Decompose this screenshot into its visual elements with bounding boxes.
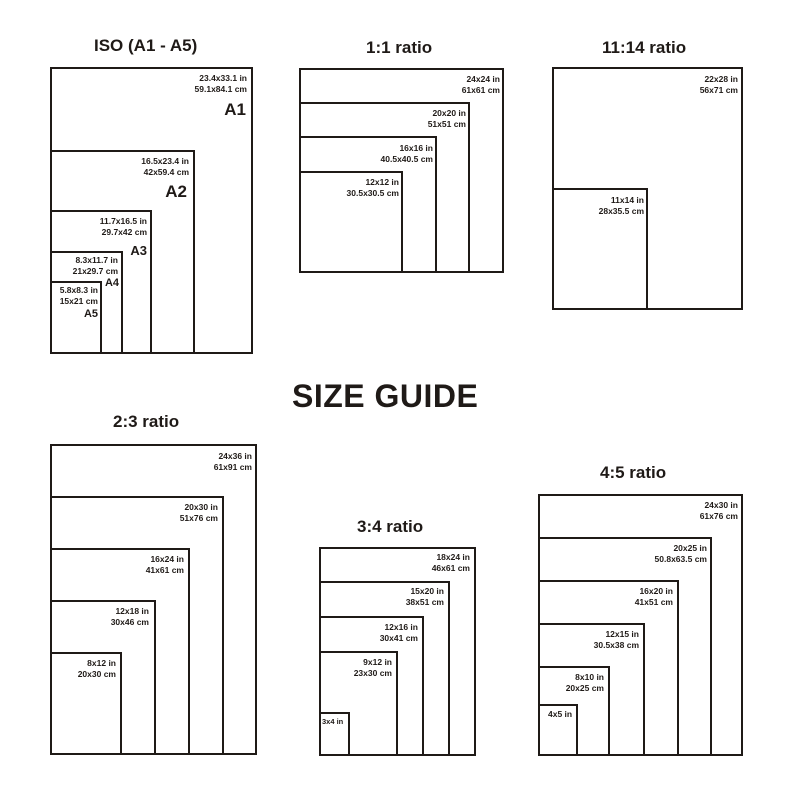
size-cm: 50.8x63.5 cm [654,553,707,564]
size-inches: 12x12 in [365,177,399,187]
size-label-3x4 [322,717,343,728]
size-label-a1 [195,73,247,94]
ratio-3-4-title: 3:4 ratio [357,517,424,536]
size-inches: 24x30 in [704,500,738,510]
size-label-11x14 [599,195,644,216]
size-cm: 20x30 cm [77,668,116,679]
size-label-18x24 [432,552,470,573]
ratio-11-14-title: 11:14 ratio [602,38,687,57]
size-label-16x16 [381,143,433,164]
size-label-16x20 [635,586,673,607]
size-name-a2: A2 [165,182,187,201]
size-cm: 30x46 cm [110,616,149,627]
size-inches: 23.4x33.1 in [199,73,247,83]
size-label-4x5 [548,709,572,720]
size-cm: 59.1x84.1 cm [194,83,247,94]
size-label-a3 [100,216,147,237]
size-cm: 20x25 cm [565,682,604,693]
size-inches: 16.5x23.4 in [141,156,189,166]
page-title: SIZE GUIDE [292,378,479,414]
size-inches: 11x14 in [610,195,644,205]
size-inches: 8x10 in [575,672,604,682]
size-cm: 29.7x42 cm [101,226,147,237]
size-cm: 30.5x38 cm [593,639,639,650]
size-inches: 24x36 in [218,451,252,461]
size-inches: 16x24 in [150,554,184,564]
size-inches: 9x12 in [363,657,392,667]
size-label-24x30 [700,500,738,521]
size-inches: 18x24 in [436,552,470,562]
size-cm: 21x29.7 cm [72,265,118,276]
size-label-9x12 [354,657,392,678]
size-label-a5 [60,285,98,306]
size-inches: 20x20 in [432,108,466,118]
size-cm: 61x61 cm [461,84,500,95]
size-inches: 24x24 in [466,74,500,84]
size-label-20x20 [428,108,466,129]
size-cm: 51x76 cm [179,512,218,523]
size-inches: 12x18 in [115,606,149,616]
size-inches: 5.8x8.3 in [59,285,98,295]
size-cm: 38x51 cm [405,596,444,607]
size-cm: 28x35.5 cm [598,205,644,216]
size-cm: 40.5x40.5 cm [380,153,433,164]
size-cm: 51x51 cm [427,118,466,129]
size-cm: 30x41 cm [379,632,418,643]
size-cm: 46x61 cm [431,562,470,573]
size-label-24x24 [462,74,500,95]
size-label-15x20 [406,586,444,607]
size-cm: 61x76 cm [699,510,738,521]
size-label-20x30 [180,502,218,523]
size-cm: 30.5x30.5 cm [346,187,399,198]
size-label-16x24 [146,554,184,575]
size-inches: 4x5 in [548,709,573,719]
size-cm: 23x30 cm [353,667,392,678]
ratio-4-5-title: 4:5 ratio [600,463,667,482]
size-label-20x25 [655,543,707,564]
iso-title: ISO (A1 - A5) [94,36,198,55]
size-name-a4: A4 [104,277,119,289]
size-label-a4 [73,255,118,276]
size-cm: 56x71 cm [699,84,738,95]
ratio-2-3-title: 2:3 ratio [113,412,180,431]
size-inches: 16x20 in [639,586,673,596]
size-label-12x12 [347,177,399,198]
ratio-1-1-title: 1:1 ratio [366,38,433,57]
size-label-12x18 [111,606,149,627]
size-inches: 12x15 in [605,629,639,639]
size-cm: 41x51 cm [634,596,673,607]
size-inches: 8x12 in [87,658,116,668]
size-label-12x15 [594,629,639,650]
size-inches: 15x20 in [410,586,444,596]
size-cm: 15x21 cm [59,295,98,306]
size-inches: 20x25 in [673,543,707,553]
size-name-a3: A3 [130,243,147,258]
size-cm: 42x59.4 cm [143,166,189,177]
size-inches: 3x4 in [322,717,344,726]
size-inches: 16x16 in [399,143,433,153]
size-inches: 20x30 in [184,502,218,512]
size-label-a2 [141,156,189,177]
size-inches: 12x16 in [384,622,418,632]
size-label-12x16 [380,622,418,643]
size-inches: 8.3x11.7 in [75,255,118,265]
size-label-22x28 [700,74,738,95]
size-inches: 22x28 in [704,74,738,84]
size-name-a5: A5 [83,308,98,320]
size-label-24x36 [214,451,252,472]
size-label-8x10 [566,672,604,693]
size-inches: 11.7x16.5 in [99,216,147,226]
size-cm: 61x91 cm [213,461,252,472]
size-label-8x12 [78,658,116,679]
size-name-a1: A1 [224,100,246,119]
size-cm: 41x61 cm [145,564,184,575]
